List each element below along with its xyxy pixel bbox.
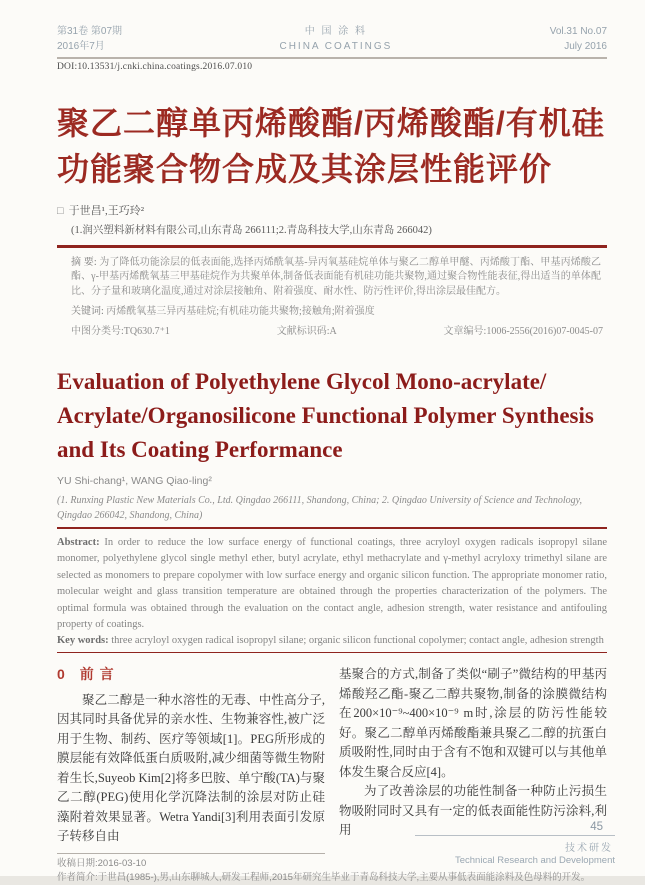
article-id: 文章编号:1006-2556(2016)07-0045-07 <box>443 326 603 337</box>
abstract-cn <box>57 256 607 300</box>
body-column-left <box>57 665 325 847</box>
header-issue-info <box>57 24 122 54</box>
body-columns <box>57 665 607 847</box>
footnote-rule <box>57 853 325 854</box>
article-title-en <box>57 365 607 467</box>
affiliation-cn: (1.润兴塑料新材料有限公司,山东青岛 266111;2.青岛科技大学,山东青岛 266042) <box>71 225 432 236</box>
body-paragraph-right-1: 基聚合的方式,制备了类似“刷子”微结构的甲基丙烯酸羟乙酯-聚乙二醇共聚物,制备的涂膜微结构在200×10⁻⁹~400×10⁻⁹ m时,涂层的防污性能较好。聚乙二醇单丙烯酸酯兼具聚乙二醇的抗蛋白质吸附性,同时由于含有不饱和双键可以与其他单体发生聚合反应[4]。 <box>339 667 607 779</box>
date-en: July 2016 <box>564 41 607 52</box>
keywords-cn <box>57 302 607 317</box>
column-name-cn: 技术研发 <box>565 843 613 854</box>
article-title-cn <box>57 100 607 192</box>
volume-issue-cn: 第31卷 第07期 <box>57 26 123 37</box>
received-date-value: 2016-03-10 <box>97 857 147 869</box>
body-paragraph-left: 聚乙二醇是一种水溶性的无毒、中性高分子,因其同时具备优异的亲水性、生物兼容性,被广泛用于生物、制药、医疗等领域[1]。PEG所形成的膜层能有效降低蛋白质吸附,减少细菌等微生物附着生长,Suyeob Kim[2]将多巴胺、单宁酸(TA)与聚乙二醇(PEG)使用化学沉降法制的涂层对防止硅藻附着效果显著。Wetra Yandi[3]利用表面引发原子转移自由 <box>57 692 325 843</box>
article-title-cn-line2: 功能聚合物合成及其涂层性能评价 <box>57 151 553 187</box>
abstract-top-rule <box>57 245 607 248</box>
authors-en: YU Shi-chang¹, WANG Qiao-ling² <box>57 475 212 487</box>
keywords-en-text: three acryloyl oxygen radical isopropyl silane; organic silicon functional copolymer; contact angle, adhesion strength <box>111 634 604 646</box>
authors-cn <box>57 202 607 218</box>
volume-issue-en: Vol.31 No.07 <box>549 26 607 37</box>
doi-line: DOI:10.13531/j.cnki.china.coatings.2016.07.010 <box>57 62 253 72</box>
section-heading-0 <box>57 665 325 685</box>
article-title-en-line1: Evaluation of Polyethylene Glycol Mono-acrylate/ <box>57 369 547 394</box>
author-bio-line <box>57 871 607 885</box>
page-number: 45 <box>590 821 603 833</box>
keywords-cn-text: 丙烯酰氧基三异丙基硅烷;有机硅功能共聚物;接触角;附着强度 <box>106 306 375 317</box>
author-bio-text: 于世昌(1985-),男,山东聊城人,研发工程师,2015年研究生毕业于青岛科技大学,主要从事低表面能涂料及色母料的开发。 <box>97 871 591 883</box>
section-title: 前 言 <box>79 666 115 682</box>
keywords-en-label: Key words: <box>57 634 109 646</box>
section-number: 0 <box>57 666 66 682</box>
author-square-marker: □ <box>57 205 64 217</box>
body-column-right <box>339 665 607 847</box>
authors-cn-names: 于世昌¹,王巧玲² <box>68 205 145 217</box>
abstract-en-text: In order to reduce the low surface energy of functional coatings, three acryloyl oxygen radicals isopropyl silane monomer, polyethylene glycol single methyl ether, butyl acrylate, ethyl methacrylate and γ-methyl acryloxy trimethyl silane are selected as monomers to prepare copolymer with low surface energy and organic silicon function. The appropriate monomer ratio, molecular weight and glass transition temperature are obtained through the properties characterization of the polymers. The optimal formula was obtained through the evaluation on the contact angle, adhesion strength, water resistance and antifouling property of coatings. <box>57 536 608 630</box>
body-top-rule <box>57 652 607 654</box>
article-title-cn-line1: 聚乙二醇单丙烯酸酯/丙烯酸酯/有机硅 <box>57 105 605 141</box>
column-name-en: Technical Research and Development <box>454 855 615 866</box>
affiliation-divider <box>57 527 607 529</box>
journal-header <box>57 24 607 54</box>
keywords-en <box>57 635 607 646</box>
clc-number: 中图分类号:TQ630.7⁺1 <box>71 326 170 337</box>
abstract-en <box>57 535 607 634</box>
body-paragraph-right-2: 为了改善涂层的功能性制备一种防止污损生物吸附同时又具有一定的低表面能性防污涂料,利用 <box>339 784 607 837</box>
received-date-label: 收稿日期: <box>57 857 98 869</box>
date-cn: 2016年7月 <box>57 41 105 52</box>
keywords-cn-label: 关键词: <box>71 306 104 317</box>
footer-rule <box>415 835 615 836</box>
author-bio-label: 作者简介: <box>57 871 98 883</box>
journal-name-en: CHINA COATINGS <box>279 41 393 52</box>
abstract-en-label: Abstract: <box>57 536 100 548</box>
abstract-cn-label: 摘 要: <box>71 256 97 268</box>
page-footer <box>415 821 615 866</box>
article-title-en-line2: Acrylate/Organosilicone Functional Polymer Synthesis <box>57 403 594 428</box>
article-meta-row <box>57 322 607 337</box>
document-code: 文献标识码:A <box>276 326 337 337</box>
affiliation-en: (1. Runxing Plastic New Materials Co., Ltd. Qingdao 266111, Shandong, China; 2. Qingdao University of Science and Technology, Qingdao 266042, Shandong, China) <box>57 495 583 521</box>
article-title-en-line3: and Its Coating Performance <box>57 437 343 462</box>
journal-name <box>279 24 392 54</box>
header-divider <box>57 57 607 59</box>
abstract-cn-text: 为了降低功能涂层的低表面能,选择丙烯酰氧基-异丙氧基硅烷单体与聚乙二醇单甲醚、丙烯酸丁酯、甲基丙烯酸乙酯、γ-甲基丙烯酰氧基三甲基硅烷作为共聚单体,制备低表面能有机硅功能共聚物,通过聚合物性能表征,得出适当的单体配比、分子量和玻璃化温度,通过对涂层接触角、附着强度、耐水性、防污性评价,得出涂层最佳配方。 <box>71 256 601 297</box>
journal-name-cn: 中 国 涂 料 <box>304 26 368 37</box>
header-issue-info-en <box>550 24 607 54</box>
